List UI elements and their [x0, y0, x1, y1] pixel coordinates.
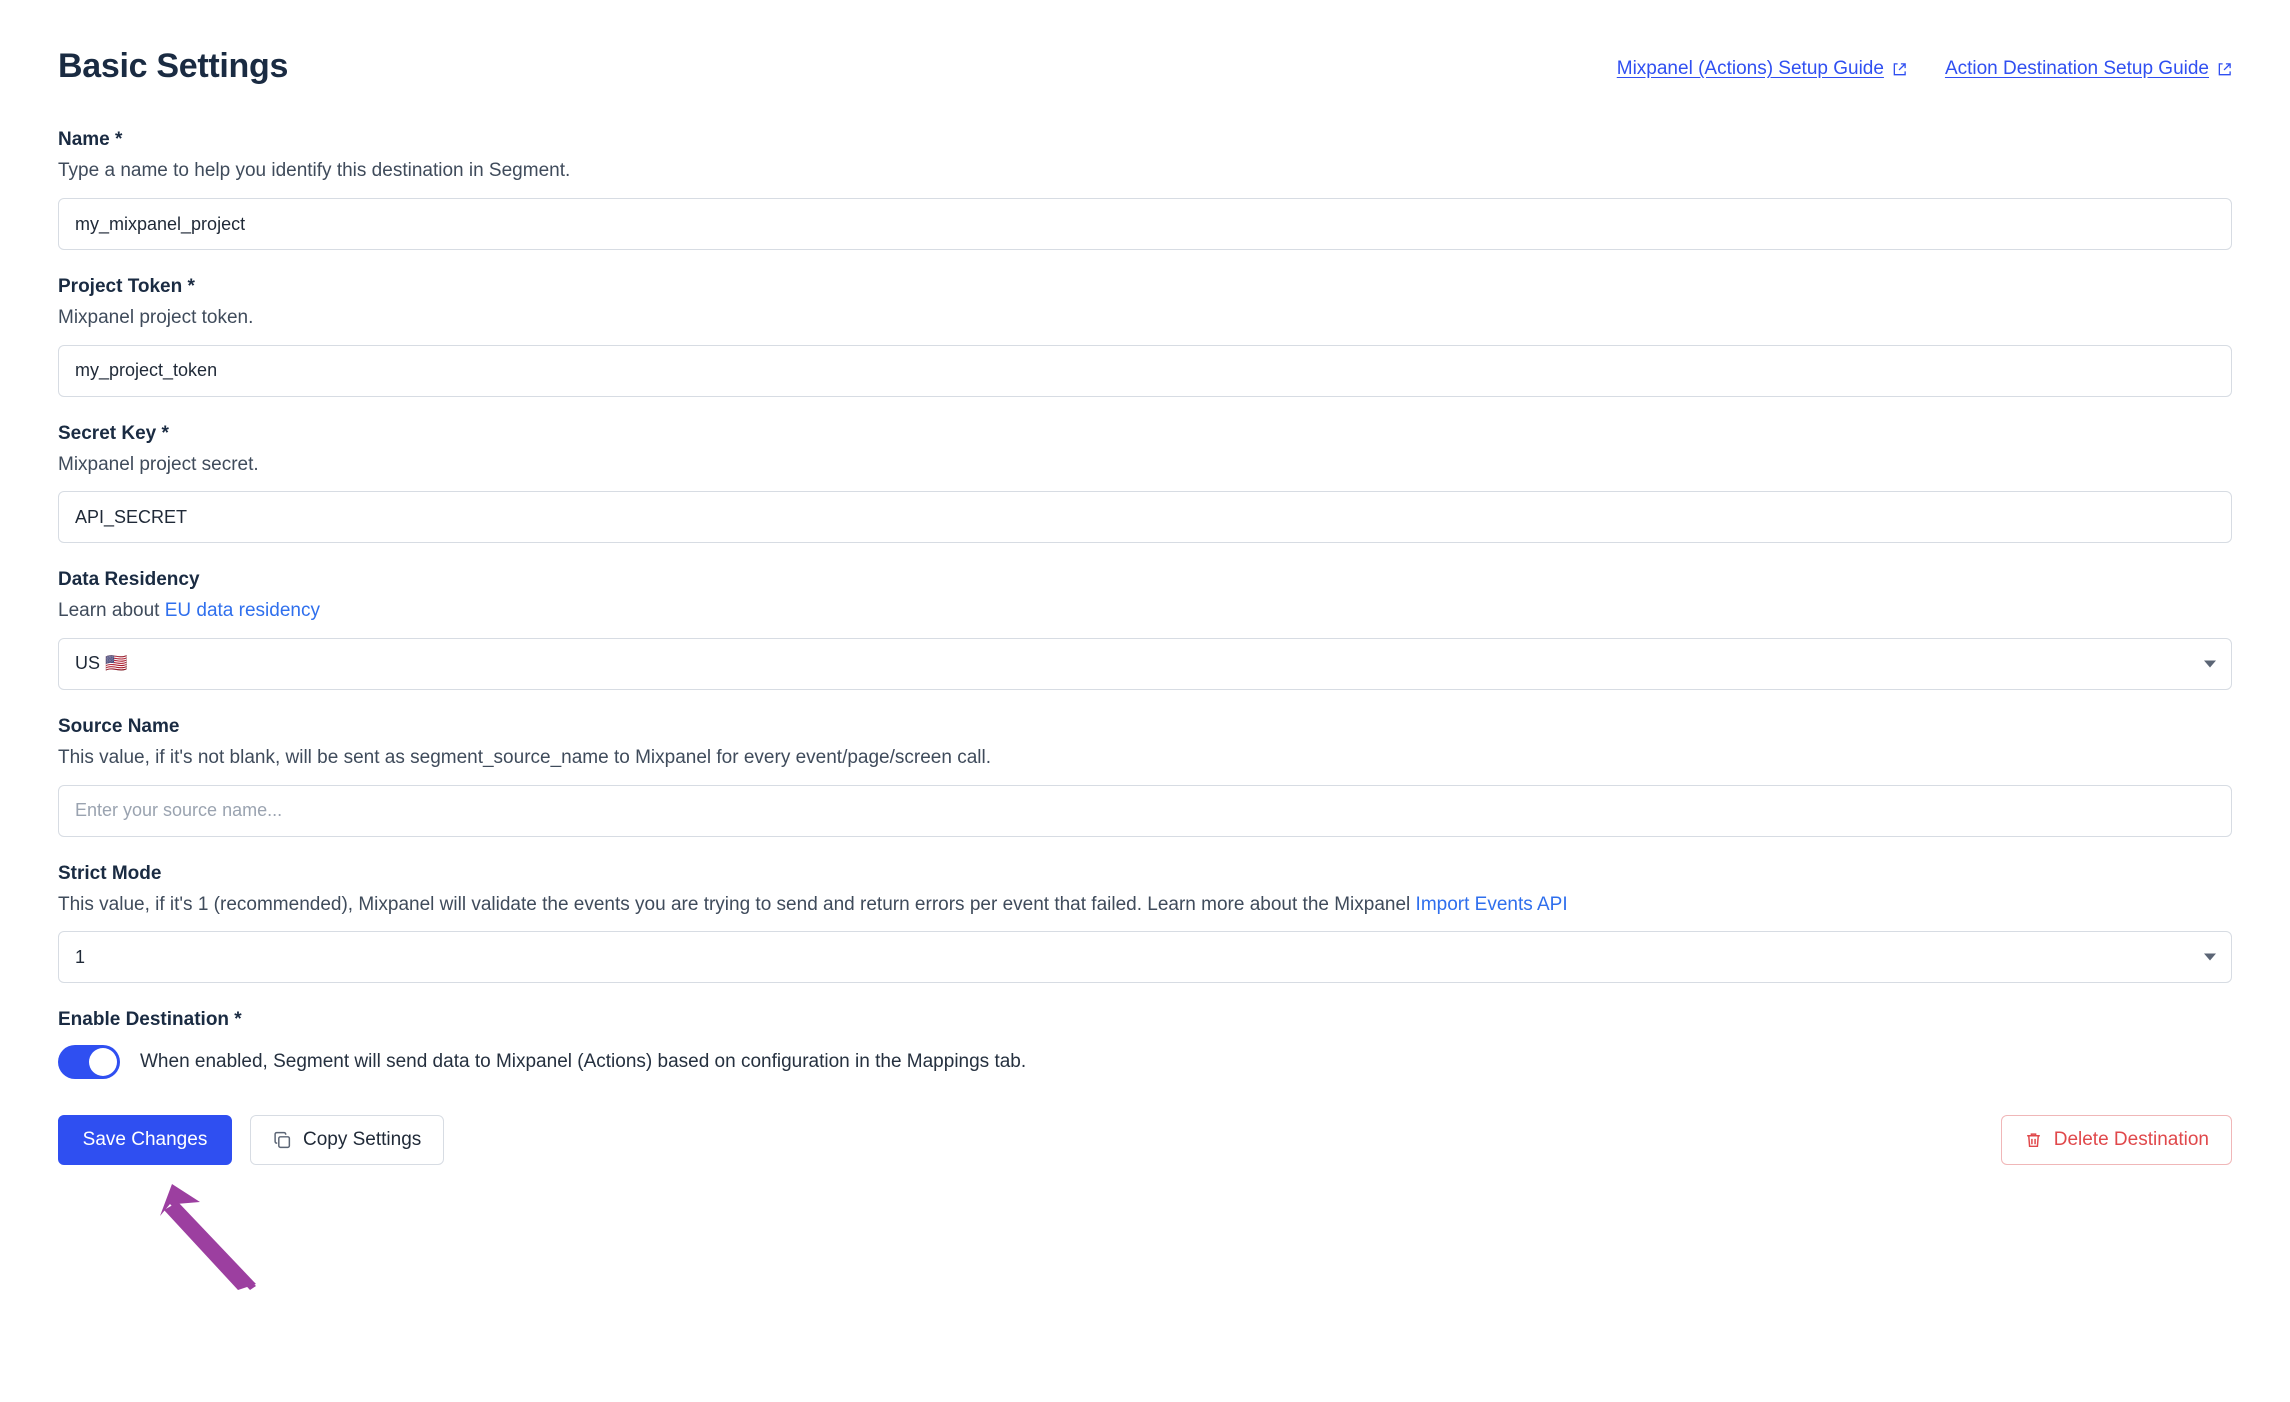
- copy-icon: [273, 1131, 292, 1150]
- trash-icon: [2024, 1131, 2043, 1150]
- name-input[interactable]: [58, 198, 2232, 250]
- field-secret-key: [58, 423, 2232, 544]
- action-destination-setup-guide-link[interactable]: [1945, 58, 2232, 80]
- import-events-api-link[interactable]: Import Events API: [1415, 893, 1568, 915]
- mixpanel-setup-guide-label: Mixpanel (Actions) Setup Guide: [1616, 58, 1884, 79]
- data-residency-select[interactable]: [58, 638, 2232, 690]
- strict-mode-label: Strict Mode: [58, 862, 162, 884]
- secret-key-description: Mixpanel project secret.: [58, 453, 259, 475]
- field-data-residency: [58, 569, 2232, 690]
- secret-key-input[interactable]: [58, 491, 2232, 543]
- copy-settings-button[interactable]: [250, 1115, 444, 1165]
- strict-mode-description-prefix: This value, if it's 1 (recommended), Mixpanel will validate the events you are trying to send and return errors per event that failed. Learn more about the Mixpanel: [58, 893, 1416, 915]
- enable-destination-toggle[interactable]: [58, 1045, 120, 1079]
- source-name-label: Source Name: [58, 715, 180, 737]
- data-residency-label: Data Residency: [58, 569, 200, 591]
- source-name-description: This value, if it's not blank, will be sent as segment_source_name to Mixpanel for every event/page/screen call.: [58, 746, 991, 768]
- delete-destination-label: Delete Destination: [2053, 1129, 2209, 1151]
- eu-data-residency-link[interactable]: EU data residency: [164, 600, 320, 622]
- page-header: [58, 48, 2232, 85]
- data-residency-description-prefix: Learn about: [58, 600, 165, 622]
- delete-destination-button[interactable]: [2001, 1115, 2232, 1165]
- toggle-knob: [89, 1048, 117, 1076]
- project-token-description: Mixpanel project token.: [58, 307, 254, 329]
- field-project-token: [58, 276, 2232, 397]
- save-changes-button[interactable]: Save Changes: [58, 1115, 232, 1165]
- header-links: [1617, 48, 2232, 80]
- project-token-input[interactable]: [58, 345, 2232, 397]
- action-destination-setup-guide-label: Action Destination Setup Guide: [1944, 58, 2209, 79]
- field-source-name: [58, 716, 2232, 837]
- field-enable-destination: [58, 1009, 2232, 1079]
- copy-settings-label: Copy Settings: [303, 1129, 422, 1151]
- mixpanel-setup-guide-link[interactable]: [1617, 58, 1907, 80]
- field-strict-mode: [58, 863, 2232, 984]
- enable-destination-description: When enabled, Segment will send data to Mixpanel (Actions) based on configuration in the Mappings tab.: [140, 1051, 1027, 1073]
- source-name-input[interactable]: [58, 785, 2232, 837]
- strict-mode-select-wrap: [58, 931, 2232, 983]
- external-link-icon: [2217, 62, 2232, 77]
- strict-mode-description: [58, 892, 2232, 918]
- data-residency-description: [58, 598, 2232, 624]
- enable-destination-label: Enable Destination *: [58, 1009, 242, 1031]
- page-title: Basic Settings: [58, 47, 289, 85]
- strict-mode-value: 1: [75, 946, 86, 967]
- enable-destination-row: [58, 1045, 2232, 1079]
- secret-key-label: Secret Key *: [58, 422, 169, 444]
- name-label: Name *: [58, 129, 123, 151]
- strict-mode-select[interactable]: [58, 931, 2232, 983]
- data-residency-select-wrap: [58, 638, 2232, 690]
- action-bar: [58, 1115, 2232, 1165]
- data-residency-value: US 🇺🇸: [75, 653, 128, 674]
- external-link-icon: [1892, 62, 1907, 77]
- annotation-arrow: [60, 1180, 300, 1290]
- project-token-label: Project Token *: [58, 276, 195, 298]
- name-description: Type a name to help you identify this destination in Segment.: [58, 160, 571, 182]
- field-name: [58, 129, 2232, 250]
